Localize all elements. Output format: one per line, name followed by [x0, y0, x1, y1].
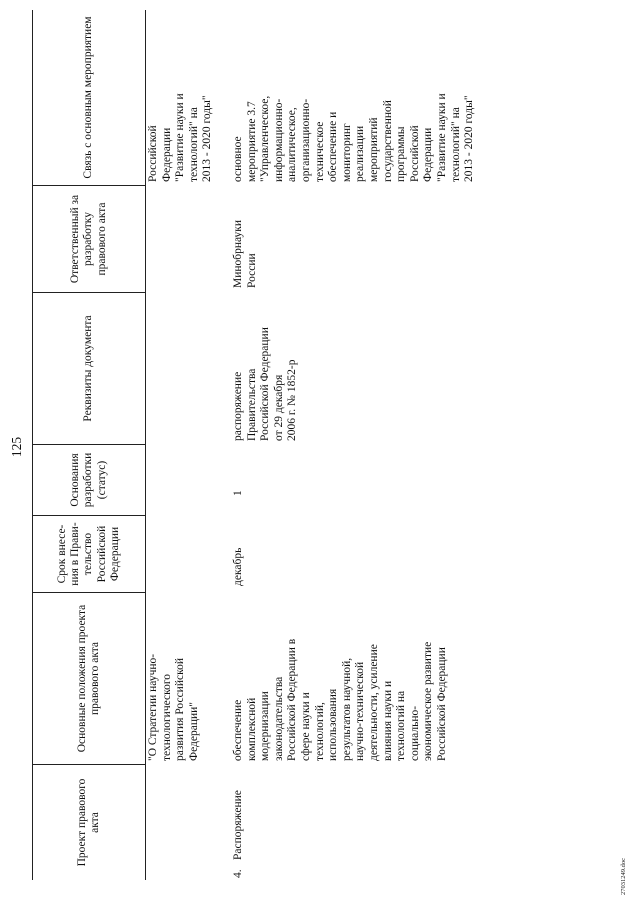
table-header [32, 10, 146, 880]
continuation-provisions: "О Стратегии научно- технологического развития Российской Федерации" [147, 653, 200, 761]
continuation-link: Российской Федерации "Развитие науки и технологий" на 2013 - 2020 годы" [147, 93, 214, 182]
column-header-link: Связь с основным мероприятием [33, 10, 145, 186]
footer-doc-code: 27031249.doc [620, 857, 627, 895]
row-project: Распоряжение [232, 790, 244, 860]
page-number: 125 [9, 436, 24, 458]
column-header-project: Проект правового акта [75, 778, 101, 867]
row-requisites: распоряжение Правительства Российской Федерации от 29 декабря 2006 г. № 1852-р [232, 327, 299, 441]
column-header-provisions: Основные положения проекта правового акта [33, 593, 145, 765]
row-responsible: Минобрнауки России [232, 219, 258, 288]
row-deadline: декабрь [232, 547, 244, 586]
row-basis: 1 [232, 490, 244, 496]
column-header-responsible: Ответственный за разработку правового акта [33, 186, 145, 293]
row-link: основное мероприятие 3.7 "Управленческое, информационно- аналитическое, организационно- техническое обеспечение и мониторинг реализации мероприятий государственной программы Российской Федерации "Развитие науки и технологий" на 2013 - 2020 годы" [232, 93, 476, 182]
column-header-basis: Основания разработки (статус) [33, 445, 145, 516]
row-number: 4. [232, 869, 244, 878]
legal-acts-table [32, 10, 602, 880]
column-header-requisites: Реквизиты документа [33, 293, 145, 445]
column-header-deadline: Срок внесе-ния в Прави-тельство Российской Федерации [33, 516, 145, 593]
row-provisions: обеспечение комплексной модернизации законодательства Российской Федерации в сфере науки и технологий, использования результатов научной, научно-технической деятельности, усиление влияния науки и технологий на социально- экономическое развитие Российской Федерации [232, 638, 448, 761]
